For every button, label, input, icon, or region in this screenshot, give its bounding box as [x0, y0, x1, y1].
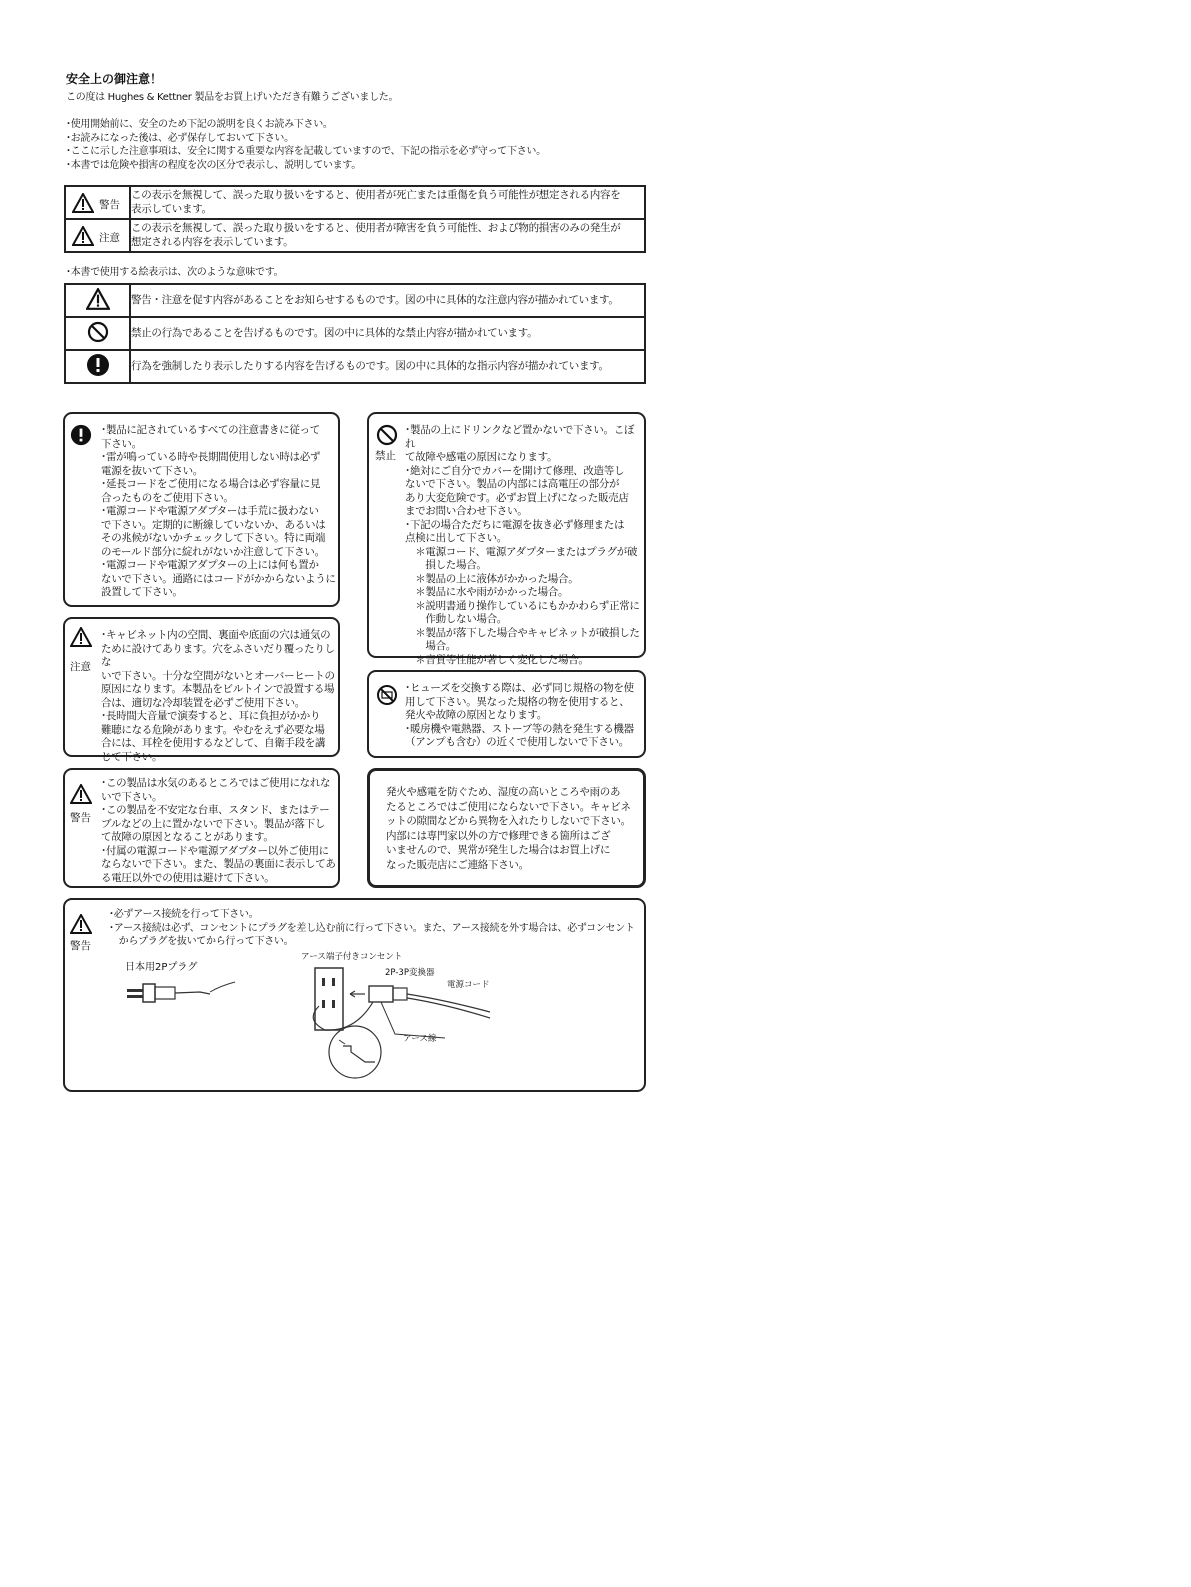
severity-icon-cell	[65, 219, 130, 252]
caution-box	[63, 617, 340, 763]
fuse-text: ･ヒューズを交換する際は、必ず同じ規格の物を使 用して下さい。異なった規格の物を使用すると、 発火や故障の原因となります。 ･暖房機や電熱器、ストーブ等の熱を発生する機器 （アンプも含む）の近くで使用しないで下さい。	[405, 682, 634, 748]
caution-label: 注意	[70, 661, 91, 673]
ground-box	[63, 898, 646, 1092]
warning-label: 警告	[70, 812, 91, 824]
plug-label: 日本用2Pプラグ	[125, 962, 198, 973]
severity-table	[64, 185, 646, 253]
ground-text: ･必ずアース接続を行って下さい。 ･アース接続は必ず、コンセントにプラグを差し込む前に行って下さい。また、アース接続を外す場合は、必ずコンセント からプラグを抜いてから行って下さい。	[109, 909, 635, 947]
ground-label: 警告	[70, 940, 91, 952]
adapter-label: 2P-3P変換器	[385, 968, 435, 978]
plug-illustration	[125, 972, 245, 1012]
no-disassembly-icon	[376, 684, 398, 706]
prohibition-icon	[376, 424, 398, 446]
intro-line: ･お読みになった後は、必ず保存しておいて下さい。	[66, 132, 294, 144]
intro-line: ･ここに示した注意事項は、安全に関する重要な内容を記載していますので、下記の指示を必ず守って下さい。	[66, 146, 546, 157]
fire-shock-box	[367, 768, 646, 888]
mandatory-exclamation-icon	[86, 353, 110, 377]
severity-row	[65, 219, 645, 252]
ground-connection-illustration	[295, 960, 495, 1085]
symbol-icon-cell	[65, 317, 130, 350]
symbol-icon-cell	[65, 350, 130, 383]
warning-triangle-icon	[72, 193, 94, 213]
fuse-box	[367, 670, 646, 758]
symbols-intro	[66, 266, 283, 280]
page-title: 安全上の御注意！	[66, 72, 163, 86]
earth-wire-label: アース線	[403, 1034, 437, 1044]
warning-triangle-icon	[72, 226, 94, 246]
severity-icon-cell	[65, 186, 130, 219]
symbol-row	[65, 350, 645, 383]
symbol-row	[65, 284, 645, 317]
warning-box	[63, 768, 340, 888]
warning-triangle-icon	[70, 627, 92, 647]
outlet-label: アース端子付きコンセント	[301, 952, 403, 962]
symbol-description: 禁止の行為であることを告げるものです。図の中に具体的な禁止内容が描かれています。	[130, 317, 645, 350]
severity-row	[65, 186, 645, 219]
warning-triangle-icon	[70, 914, 92, 934]
symbols-table	[64, 283, 646, 384]
prohibit-box	[367, 412, 646, 666]
symbol-row	[65, 317, 645, 350]
symbols-intro-line: ･本書で使用する絵表示は、次のような意味です。	[66, 267, 284, 278]
caution-text: ･キャビネット内の空間、裏面や底面の穴は通気の ために設けてあります。穴をふさいだり覆ったりしな いで下さい。十分な空間がないとオーバーヒートの 原因になります。本製品をビルトインで設置する場 合は、適切な冷却装置を必ずご使用下さい。 ･長時間大音量で演奏すると、耳に負担がかかり 難聴になる危険があります。やむをえず必要な場 合には、耳栓を使用するなどして、自衛手段を講 じて下さい。	[101, 629, 335, 763]
mandatory-text: ･製品に記されているすべての注意書きに従って 下さい。 ･雷が鳴っている時や長期間使用しない時は必ず 電源を抜いて下さい。 ･延長コードをご使用になる場合は必ず容量に見 合ったものをご使用下さい。 ･電源コードや電源アダプターは手荒に扱わない で下さい。定期的に断線していないか、あるいは その兆候がないかチェックして下さい。特に両端 のモールド部分に綻れがないか注意して下さい。 ･電源コードや電源アダプターの上には何も置か ないで下さい。通路にはコードがかからないように 設置して下さい。	[101, 424, 336, 598]
thanks-line: この度は Hughes & Kettner 製品をお買上げいただき有難うございました。	[66, 92, 399, 103]
symbol-description: 警告・注意を促す内容があることをお知らせするものです。図の中に具体的な注意内容が描かれています。	[130, 284, 645, 317]
intro-line: ･使用開始前に、安全のため下記の説明を良くお読み下さい。	[66, 119, 333, 130]
severity-label: 警告	[99, 199, 120, 211]
prohibit-text: ･製品の上にドリンクなど置かないで下さい。こぼれ て故障や感電の原因になります。 ･絶対にご自分でカバーを開けて修理、改造等し ないで下さい。製品の内部には高電圧の部分が あり大変危険です。必ずお買上げになった販売店 までお問い合わせ下さい。 ･下記の場合ただちに電源を抜き必ず修理または 点検に出して下さい。 ＊電源コード、電源アダプターまたはプラグが破 損した場合。 ＊製品の上に液体がかかった場合。 ＊製品に水や雨がかかった場合。 ＊説明書通り操作しているにもかかわらず正常に 作動しない場合。 ＊製品が落下した場合やキャビネットが破損した 場合。 ＊音質等性能が著しく変化した場合。	[405, 424, 640, 666]
mandatory-box	[63, 412, 340, 607]
intro-line: ･本書では危険や損害の程度を次の区分で表示し、説明しています。	[66, 159, 361, 171]
symbol-icon-cell	[65, 284, 130, 317]
cord-label: 電源コード	[447, 980, 490, 990]
severity-description: この表示を無視して、誤った取り扱いをすると、使用者が障害を負う可能性、および物的損害のみの発生が 想定される内容を表示しています。	[130, 219, 645, 252]
prohibition-icon	[87, 321, 109, 343]
mandatory-exclamation-icon	[70, 424, 92, 446]
warning-text: ･この製品は水気のあるところではご使用になれな いで下さい。 ･この製品を不安定な台車、スタンド、またはテー ブルなどの上に置かないで下さい。製品が落下し て故障の原因となることがあります。 ･付属の電源コードや電源アダプター以外ご使用に ならないで下さい。また、製品の裏面に表示してあ る電圧以外での使用は避けて下さい。	[101, 777, 336, 884]
thanks-text	[66, 91, 398, 105]
intro-list	[66, 118, 546, 172]
warning-triangle-icon	[70, 784, 92, 804]
severity-description: この表示を無視して、誤った取り扱いをすると、使用者が死亡または重傷を負う可能性が想定される内容を 表示しています。	[130, 186, 645, 219]
warning-triangle-icon	[86, 288, 110, 310]
fire-shock-text: 発火や感電を防ぐため、湿度の高いところや雨のあ たるところではご使用にならないで下さい。キャビネ ットの隙間などから異物を入れたりしないで下さい。 内部には専門家以外の方で修理できる箇所はござ いませんので、異常が発生した場合はお買上げに なった販売店にご連絡下さい。	[386, 786, 631, 871]
symbol-description: 行為を強制したり表示したりする内容を告げるものです。図の中に具体的な指示内容が描かれています。	[130, 350, 645, 383]
prohibit-label: 禁止	[375, 450, 396, 462]
severity-label: 注意	[99, 232, 120, 244]
